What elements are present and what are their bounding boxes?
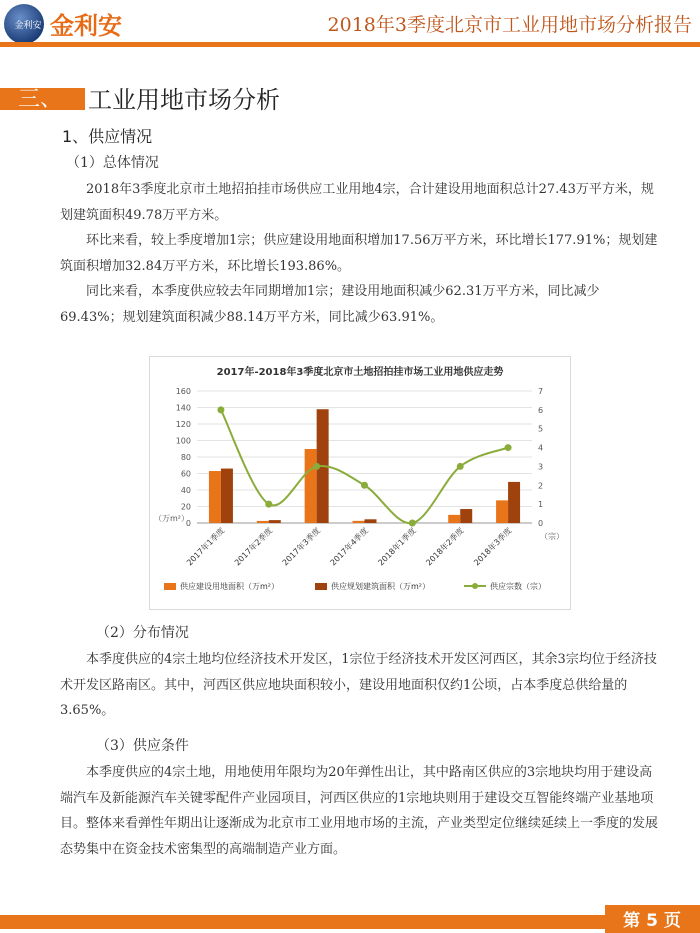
y2-tick-label: 3 [538, 462, 544, 472]
distribution-paragraph [60, 647, 660, 724]
paragraph-qoq: 环比来看，较上季度增加1宗；供应建设用地面积增加17.56万平方米，环比增长177.91%；规划建筑面积增加32.84万平方米，环比增长193.86%。 [60, 233, 658, 274]
point-parcel-count [457, 463, 464, 470]
y2-tick-label: 6 [538, 405, 544, 415]
y-tick-label: 80 [180, 453, 191, 462]
y-tick-label: 160 [175, 387, 191, 396]
legend-land-area: 供应建设用地面积（万m²） [180, 582, 279, 591]
point-parcel-count [217, 406, 224, 413]
y-axis-label: （万m²） [154, 514, 189, 523]
paragraph-yoy: 同比来看，本季度供应较去年同期增加1宗；建设用地面积减少62.31万平方米，同比减少69.43%；规划建筑面积减少88.14万平方米，同比减少63.91%。 [60, 284, 600, 325]
x-tick-label: 2017年2季度 [232, 526, 275, 568]
section-title: 工业用地市场分析 [88, 86, 280, 114]
paragraph-distribution: 本季度供应的4宗土地均位经济技术开发区，1宗位于经济技术开发区河西区，其余3宗均位于经济技术开发区路南区。其中，河西区供应地块面积较小，建设用地面积仅约1公顷，占本季度总供给量的3.65%。 [60, 652, 657, 718]
x-tick-label: 2017年1季度 [185, 526, 227, 568]
point-parcel-count [409, 520, 416, 527]
footer-bar [0, 915, 605, 929]
x-tick-label: 2018年2季度 [424, 526, 466, 568]
bar-land-area [496, 500, 508, 523]
chart-svg [150, 357, 570, 609]
page-header [0, 0, 700, 48]
bar-building-area [269, 520, 281, 523]
y-tick-label: 40 [180, 486, 191, 495]
company-logo [4, 4, 44, 44]
y-tick-label: 100 [175, 436, 191, 446]
y2-tick-label: 2 [538, 481, 544, 491]
y2-tick-label: 7 [538, 387, 544, 396]
supply-heading: 1、供应情况 [62, 127, 153, 146]
y-tick-label: 120 [175, 420, 191, 429]
distribution-heading: （2）分布情况 [96, 625, 189, 641]
paragraph-conditions: 本季度供应的4宗土地，用地使用年限均为20年弹性出让，其中路南区供应的3宗地块均用于建设高端汽车及新能源汽车关键零配件产业园项目，河西区供应的1宗地块则用于建设交互智能终端产业基地项目。整体来看弹性年期出让逐渐成为北京市工业用地市场的主流，产业类型定位继续延续上一季度的发展态势集中在资金技术密集型的高端制造产业方面。 [60, 765, 659, 857]
report-title: 2018年3季度北京市工业用地市场分析报告 [327, 14, 692, 36]
x-tick-label: 2018年3季度 [472, 526, 514, 568]
legend-marker-parcel-count [472, 583, 478, 589]
x-tick-label: 2017年3季度 [280, 526, 323, 568]
overall-paragraphs [60, 177, 660, 330]
legend-parcel-count: 供应宗数（宗） [490, 582, 546, 591]
bar-building-area [365, 519, 377, 523]
legend-building-area: 供应规划建筑面积（万m²） [331, 582, 430, 591]
paragraph-total: 2018年3季度北京市土地招拍挂市场供应工业用地4宗，合计建设用地面积总计27.43万平方米，规划建筑面积49.78万平方米。 [60, 182, 654, 223]
legend-swatch-land-area [164, 583, 176, 590]
y2-tick-label: 4 [538, 443, 544, 453]
bar-land-area [448, 515, 460, 523]
y-tick-label: 60 [180, 469, 191, 479]
supply-trend-chart [149, 356, 571, 610]
header-divider [0, 42, 700, 47]
y2-axis-label: （宗） [540, 532, 564, 541]
y-tick-label: 0 [185, 519, 191, 528]
point-parcel-count [313, 463, 320, 470]
bar-land-area [305, 449, 317, 523]
conditions-paragraph [60, 760, 660, 862]
bar-building-area [460, 509, 472, 523]
y-tick-label: 140 [175, 403, 191, 413]
x-tick-label: 2017年4季度 [328, 526, 370, 568]
y2-tick-label: 5 [538, 424, 544, 434]
page-number: 第 5 页 [623, 911, 681, 931]
y2-tick-label: 0 [538, 519, 544, 528]
brand-name: 金利安 [50, 11, 122, 40]
y-tick-label: 20 [180, 502, 191, 512]
chart-title: 2017年-2018年3季度北京市土地招拍挂市场工业用地供应走势 [216, 367, 504, 378]
logo-text: 金利安 [14, 21, 42, 31]
legend-swatch-building-area [315, 583, 327, 590]
point-parcel-count [505, 444, 512, 451]
bar-land-area [353, 521, 365, 523]
conditions-heading: （3）供应条件 [96, 738, 189, 754]
bar-land-area [209, 471, 221, 523]
overall-heading: （1）总体情况 [66, 155, 159, 171]
y2-tick-label: 1 [538, 500, 544, 510]
point-parcel-count [265, 501, 272, 508]
bar-land-area [257, 521, 269, 523]
bar-building-area [508, 482, 520, 523]
point-parcel-count [361, 482, 368, 489]
x-tick-label: 2018年1季度 [376, 526, 418, 568]
section-number: 三、 [18, 87, 63, 112]
bar-building-area [221, 469, 233, 523]
